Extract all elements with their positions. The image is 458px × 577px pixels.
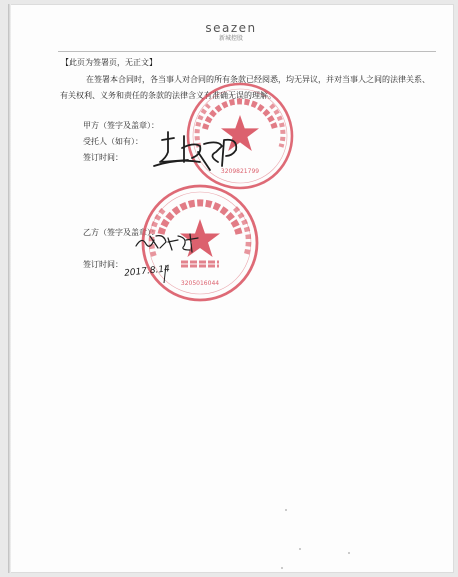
company-logo (8, 22, 454, 43)
party-b-date-text: 2017.8.14 (123, 264, 171, 279)
acknowledgement-line-1: 在签署本合同时，各当事人对合同的所有条款已经阅悉，均无异议，并对当事人之间的法律关系、 (86, 75, 430, 84)
agent-label: 受托人（如有）： (83, 137, 143, 146)
scan-speck (281, 567, 283, 569)
scan-edge-shadow (8, 4, 11, 573)
header-divider (58, 51, 436, 52)
acknowledgement-line-2: 有关权利、义务和责任的条款的法律含义有准确无误的理解。 (60, 91, 276, 100)
party-b-handwritten-signature (132, 228, 202, 258)
sign-time-b-label: 签订时间： (83, 260, 123, 269)
signature-page-note: 【此页为签署页，无正文】 (61, 58, 157, 67)
scan-speck (348, 552, 350, 554)
scan-speck (285, 509, 287, 511)
party-a-seal-serial: 3209821799 (220, 168, 260, 175)
sign-time-a-label: 签订时间： (83, 153, 123, 162)
party-b-label: 乙方（签字及盖章）： (83, 228, 159, 237)
scan-speck (299, 548, 301, 550)
logo-brand-cn-text: 新城控股 (218, 35, 243, 42)
party-b-handwritten-date (122, 255, 182, 285)
logo-brand-text: seazen (205, 21, 257, 35)
party-a-handwritten-signature (148, 122, 248, 182)
party-a-label: 甲方（签字及盖章）： (83, 121, 159, 130)
document-page (8, 4, 454, 573)
party-b-seal-serial: 3205016044 (180, 280, 220, 287)
